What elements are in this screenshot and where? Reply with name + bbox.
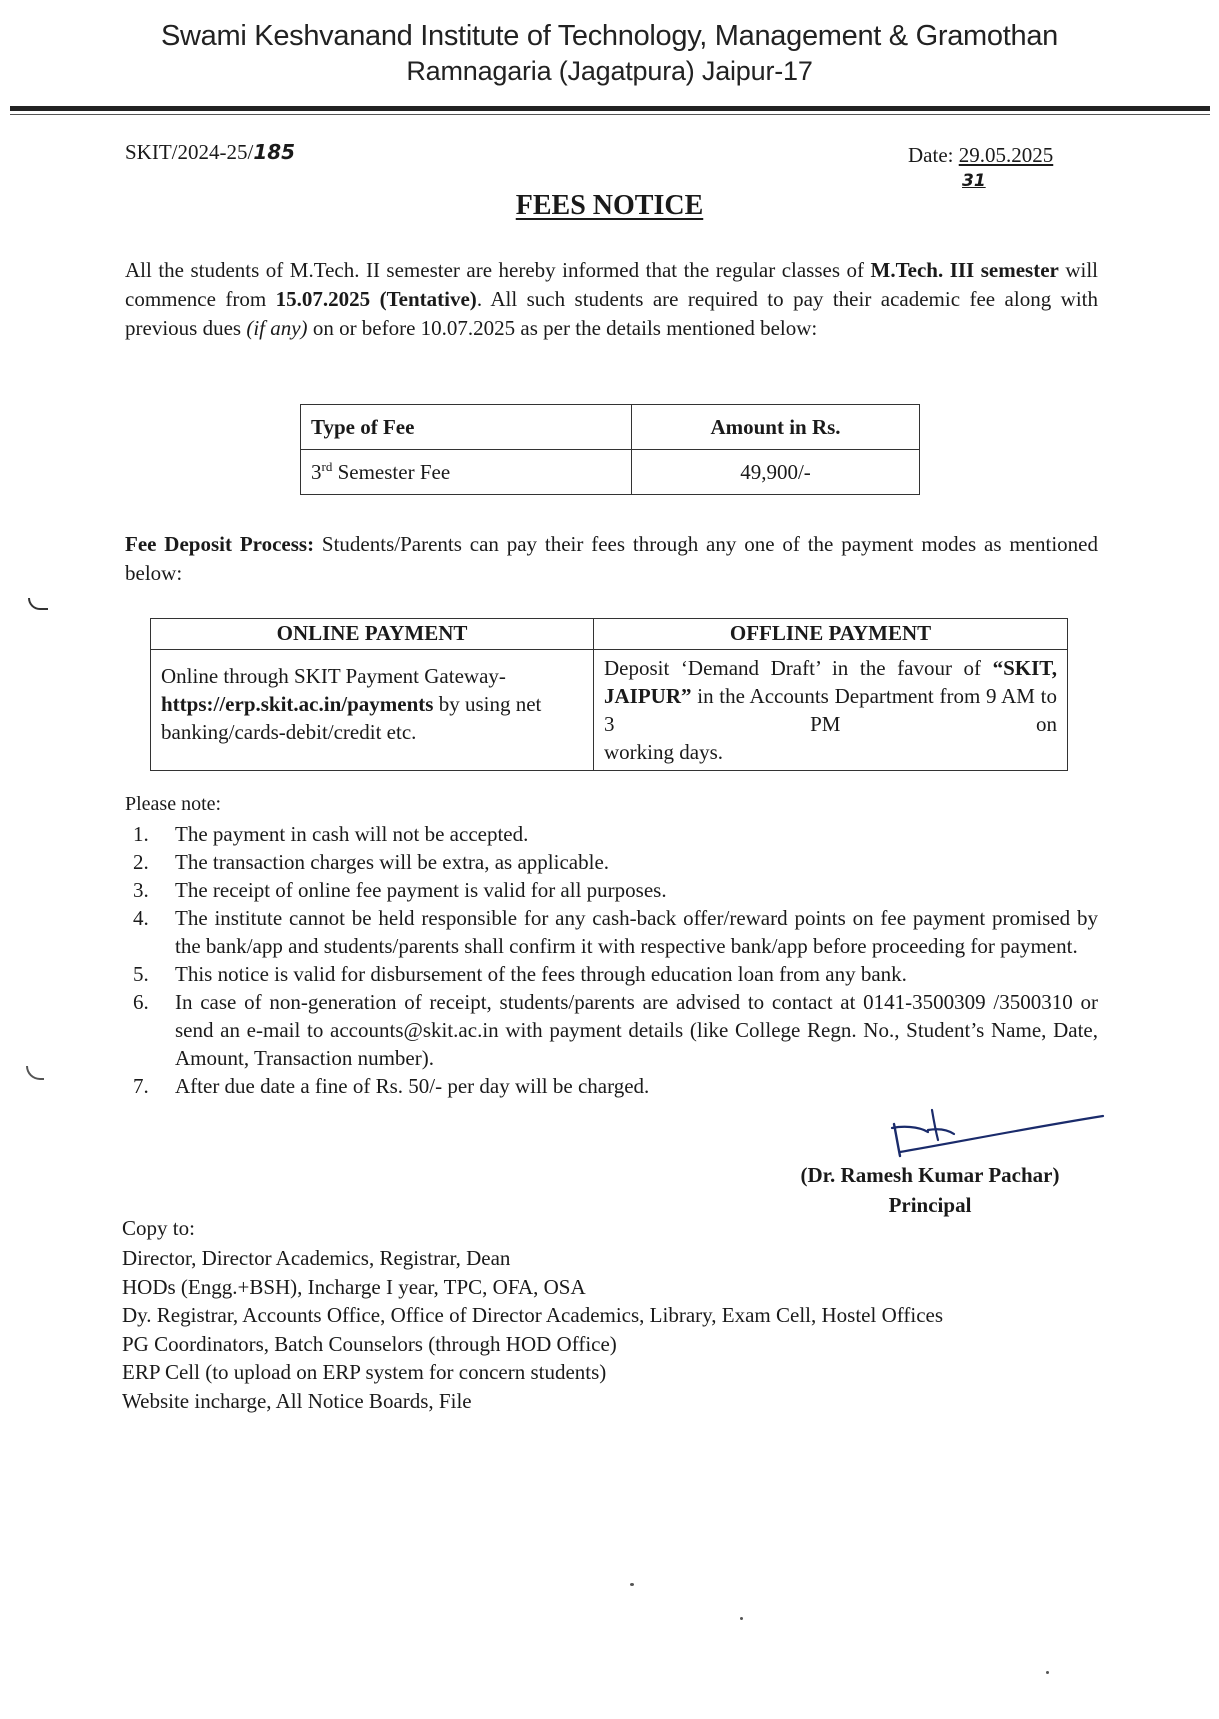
- note-text: This notice is valid for disbursement of the fees through education loan from any bank.: [175, 962, 907, 986]
- fee-type-header-text: Type of Fee: [311, 414, 415, 439]
- payment-table: [150, 618, 1068, 771]
- fee-table-row: [301, 450, 920, 495]
- reference-number: [125, 140, 295, 165]
- deposit-label: Fee Deposit Process:: [125, 532, 315, 556]
- fee-amount-header-text: Amount in Rs.: [710, 414, 841, 439]
- reference-number-printed: SKIT/2024-25/: [125, 140, 254, 164]
- note-text: After due date a fine of Rs. 50/- per day will be charged.: [175, 1074, 650, 1098]
- fee-type-sup: rd: [321, 459, 333, 474]
- fee-table: [300, 404, 920, 495]
- intro-text-2: will commence from: [125, 258, 1099, 311]
- notes-heading: Please note:: [125, 793, 222, 815]
- notice-title-text: FEES NOTICE: [515, 190, 704, 221]
- deposit-paragraph: [125, 530, 1098, 588]
- note-number: 1.: [133, 822, 149, 846]
- fee-type-prefix: 3: [311, 460, 322, 484]
- offline-text-1: Deposit ‘Demand Draft’ in the favour of: [604, 656, 993, 680]
- fee-amount-cell: 49,900/-: [632, 450, 920, 495]
- intro-paragraph: [125, 256, 1098, 343]
- intro-semester: M.Tech. III semester: [870, 258, 1059, 282]
- notes-list: [133, 820, 1098, 1100]
- intro-text-1: All the students of M.Tech. II semester are hereby informed that the regular classes of: [125, 258, 871, 282]
- list-item: ERP Cell (to upload on ERP system for concern students): [122, 1360, 607, 1384]
- list-item: Director, Director Academics, Registrar, Dean: [122, 1246, 511, 1270]
- offline-payment-header: OFFLINE PAYMENT: [594, 619, 1068, 650]
- payment-table-header-row: [151, 619, 1068, 650]
- online-text-1: Online through SKIT Payment Gateway-: [161, 664, 506, 688]
- intro-text-3: . All such students are required to pay their academic fee along with previous dues: [125, 287, 1098, 340]
- list-item: [133, 848, 1098, 876]
- list-item: [133, 960, 1098, 988]
- note-number: 6.: [133, 990, 149, 1014]
- online-payment-header: ONLINE PAYMENT: [151, 619, 594, 650]
- note-text: The payment in cash will not be accepted.: [175, 822, 529, 846]
- signatory-name: (Dr. Ramesh Kumar Pachar): [800, 1163, 1060, 1187]
- list-item: Dy. Registrar, Accounts Office, Office of Director Academics, Library, Exam Cell, Hostel Offices: [122, 1303, 944, 1327]
- fee-type-cell: [301, 450, 632, 495]
- reference-number-handwritten: 185: [253, 140, 296, 164]
- header-rule-thin: [10, 114, 1210, 115]
- list-item: [133, 820, 1098, 848]
- date-label: Date:: [908, 143, 959, 167]
- notice-date: [908, 143, 1053, 168]
- principal-signature: [888, 1096, 1108, 1166]
- list-item: [133, 876, 1098, 904]
- list-item: Website incharge, All Notice Boards, File: [122, 1388, 472, 1413]
- deposit-text: Students/Parents can pay their fees through any one of the payment modes as mentioned below:: [125, 532, 1098, 585]
- scan-speck: [740, 1617, 743, 1620]
- fee-table-header-row: [301, 405, 920, 450]
- online-payment-cell: [151, 650, 594, 771]
- scan-speck: [1046, 1671, 1049, 1674]
- copy-to-heading: Copy to:: [122, 1216, 195, 1240]
- list-item: HODs (Engg.+BSH), Incharge I year, TPC, OFA, OSA: [122, 1274, 586, 1299]
- notice-title: [0, 190, 1219, 222]
- scan-speck: [630, 1583, 634, 1586]
- date-value: 29.05.2025: [958, 143, 1054, 167]
- offline-payee: “SKIT, JAIPUR”: [604, 656, 1057, 708]
- signatory-designation: Principal: [888, 1193, 972, 1217]
- offline-text-2: in the Accounts Department from 9 AM to 3 PM on: [604, 684, 1057, 736]
- institute-name: Swami Keshvanand Institute of Technology, Management & Gramothan: [161, 20, 1058, 52]
- scan-mark: [26, 1066, 44, 1080]
- intro-text-4: on or before 10.07.2025 as per the details mentioned below:: [307, 316, 818, 340]
- intro-if-any: (if any): [246, 316, 308, 340]
- offline-text-3: working days.: [604, 740, 723, 764]
- note-number: 5.: [133, 962, 149, 986]
- list-item: [133, 988, 1098, 1072]
- institute-address: Ramnagaria (Jagatpura) Jaipur-17: [406, 56, 813, 86]
- fee-amount-header: [632, 405, 920, 450]
- date-handwritten-note: 31: [962, 171, 986, 191]
- note-text: The institute cannot be held responsible for any cash-back offer/reward points on fee payment promised by the bank/app and students/parents shall confirm it with respective bank/app before proceeding for payment.: [175, 906, 1098, 958]
- note-text: In case of non-generation of receipt, students/parents are advised to contact at 0141-3500309 /3500310 or send an e-mail to accounts@skit.ac.in with payment details (like College Regn. No., Student’s Name, Date, Amount, Transaction number).: [175, 990, 1098, 1070]
- intro-commence-date: 15.07.2025 (Tentative): [275, 287, 477, 311]
- note-number: 3.: [133, 878, 149, 902]
- note-number: 2.: [133, 850, 149, 874]
- note-number: 7.: [133, 1074, 149, 1098]
- list-item: PG Coordinators, Batch Counselors (through HOD Office): [122, 1331, 617, 1356]
- note-text: The transaction charges will be extra, as applicable.: [175, 850, 610, 874]
- online-text-2: by using net banking/cards-debit/credit etc.: [161, 692, 542, 744]
- payment-gateway-link[interactable]: https://erp.skit.ac.in/payments: [161, 692, 434, 716]
- note-number: 4.: [133, 906, 149, 930]
- copy-to-list: [122, 1244, 943, 1415]
- signatory-block: [760, 1160, 1100, 1220]
- header-rule-thick: [10, 106, 1210, 111]
- list-item: [133, 904, 1098, 960]
- payment-table-row: [151, 650, 1068, 771]
- offline-payment-cell: [594, 650, 1068, 771]
- note-text: The receipt of online fee payment is valid for all purposes.: [175, 878, 667, 902]
- scan-mark: [28, 598, 48, 610]
- fee-type-suffix: Semester Fee: [332, 460, 451, 484]
- fee-type-header: [301, 405, 632, 450]
